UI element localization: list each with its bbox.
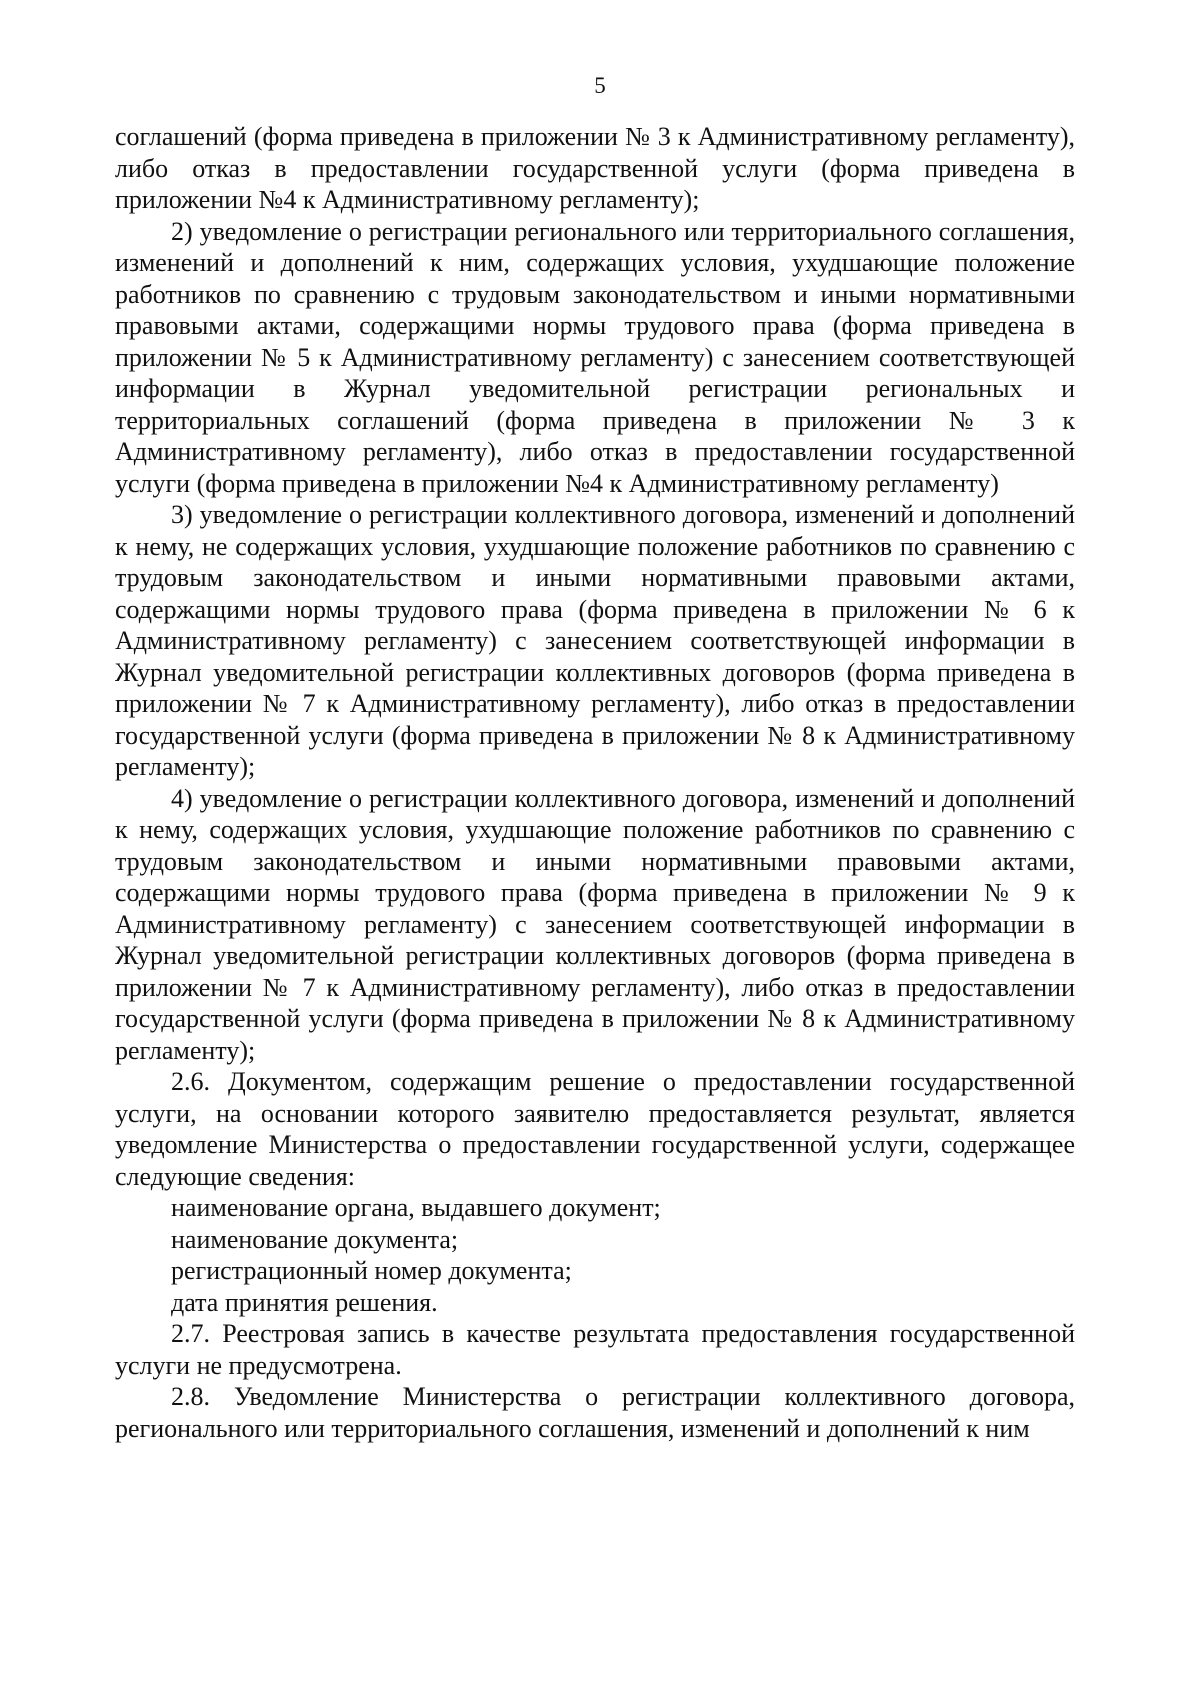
paragraph-2-7: 2.7. Реестровая запись в качестве результата предоставления государственной услуги не предусмотрена. bbox=[115, 1319, 1075, 1380]
paragraph-2-8: 2.8. Уведомление Министерства о регистрации коллективного договора, регионального или территориального соглашения, изменений и дополнений к ним bbox=[115, 1382, 1075, 1443]
document-body bbox=[115, 121, 1075, 1444]
list-item-reg-number: регистрационный номер документа; bbox=[171, 1256, 572, 1285]
list-item-decision-date: дата принятия решения. bbox=[171, 1287, 438, 1317]
list-item-doc-name: наименование документа; bbox=[171, 1224, 459, 1254]
paragraph-item-2: 2) уведомление о регистрации регионального или территориального соглашения, изменений и дополнений к ним, содержащих условия, ухудшающие положение работников по сравнению с трудовым законодательством и иными нормативными правовыми актами, содержащими нормы трудового права (форма приведена в приложении № 5 к Административному регламенту) с занесением соответствующей информации в Журнал уведомительной регистрации региональных и территориальных соглашений (форма приведена в приложении № 3 к Административному регламенту), либо отказ в предоставлении государственной услуги (форма приведена в приложении №4 к Административному регламенту) bbox=[115, 216, 1075, 498]
paragraph-item-3: 3) уведомление о регистрации коллективного договора, изменений и дополнений к нему, не содержащих условия, ухудшающие положение работников по сравнению с трудовым законодательством и иными нормативными правовыми актами, содержащими нормы трудового права (форма приведена в приложении № 6 к Административному регламенту) с занесением соответствующей информации в Журнал уведомительной регистрации коллективных договоров (форма приведена в приложении № 7 к Административному регламенту), либо отказ в предоставлении государственной услуги (форма приведена в приложении № 8 к Административному регламенту); bbox=[115, 500, 1075, 781]
paragraph-continuation: соглашений (форма приведена в приложении № 3 к Административному регламенту), либо отказ в предоставлении государственной услуги (форма приведена в приложении №4 к Административному регламенту); bbox=[115, 122, 1075, 214]
paragraph-2-6: 2.6. Документом, содержащим решение о предоставлении государственной услуги, на основании которого заявителю предоставляется результат, является уведомление Министерства о предоставлении государственной услуги, содержащее следующие сведения: bbox=[115, 1067, 1075, 1191]
list-item-issuer: наименование органа, выдавшего документ; bbox=[171, 1193, 661, 1222]
page-number: 5 bbox=[594, 73, 606, 98]
paragraph-item-4: 4) уведомление о регистрации коллективного договора, изменений и дополнений к нему, содержащих условия, ухудшающие положение работников по сравнению с трудовым законодательством и иными нормативными правовыми актами, содержащими нормы трудового права (форма приведена в приложении № 9 к Административному регламенту) с занесением соответствующей информации в Журнал уведомительной регистрации коллективных договоров (форма приведена в приложении № 7 к Административному регламенту), либо отказ в предоставлении государственной услуги (форма приведена в приложении № 8 к Административному регламенту); bbox=[115, 783, 1075, 1065]
